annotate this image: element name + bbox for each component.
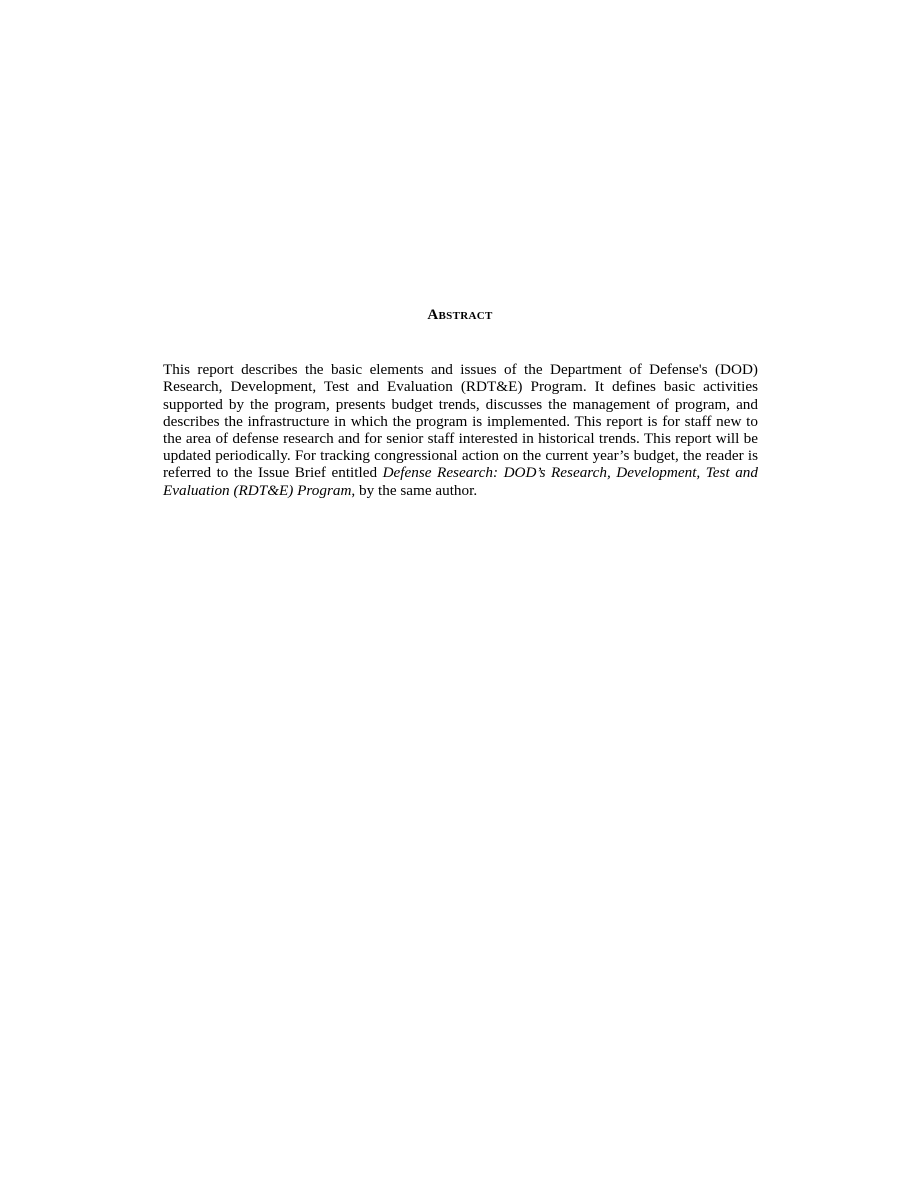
abstract-closing-text: , by the same author.	[351, 481, 478, 499]
abstract-heading: Abstract	[427, 307, 493, 323]
issue-brief-title: Defense Research: DOD’s Research, Development, Test and Evaluation (RDT&E) Program	[163, 464, 758, 499]
abstract-paragraph	[163, 361, 758, 499]
abstract-body-text: This report describes the basic elements and issues of the Department of Defense's (DOD) Research, Development, Test and Evaluation (RDT&E) Program. It defines basic activities supported by the program, presents budget trends, discusses the management of program, and describes the infrastructure in which the program is implemented. This report is for staff new to the area of defense research and for senior staff interested in historical trends. This report will be updated periodically. For tracking congressional action on the current year’s budget, the reader is referred to the Issue Brief entitled	[163, 361, 758, 482]
